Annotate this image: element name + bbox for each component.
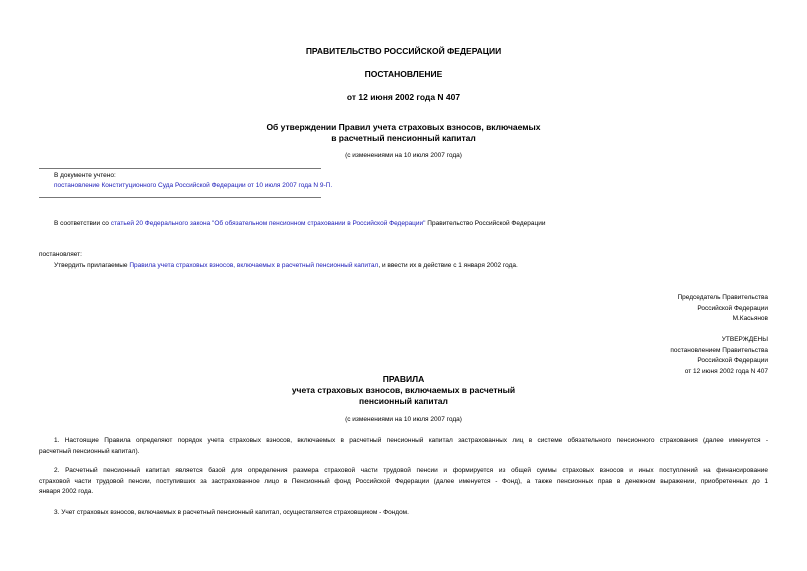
signature-name: М.Касьянов [732,315,768,322]
preamble-suffix: Правительство Российской Федерации [425,220,546,227]
rules-subtitle-line2: пенсионный капитал [359,396,448,406]
signature-country: Российской Федерации [697,304,768,312]
federal-law-link[interactable]: статьей 20 Федерального закона "Об обязательном пенсионном страховании в Российской Федерации" [110,220,426,227]
rules-link[interactable]: Правила учета страховых взносов, включаемых в расчетный пенсионный капитал [129,262,379,269]
document-type-heading: ПОСТАНОВЛЕНИЕ [364,69,443,79]
rules-amendments-note: (с изменениями на 10 июля 2007 года) [345,416,462,423]
note-top-divider [39,168,321,169]
paragraph-2-line3: января 2002 года. [39,488,94,495]
document-title-line1: Об утверждении Правил учета страховых взносов, включаемых [266,122,541,132]
paragraph-2-line1: 2. Расчетный пенсионный капитал является базой для определения размера страховой части трудовой пенсии и формируется из общей суммы страховых взносов и иных поступлений на финансирование [54,467,768,474]
approved-date: от 12 июня 2002 года N 407 [684,367,768,375]
postanovlyaet-label: постановляет: [39,251,82,258]
rules-paragraph-3: 3. Учет страховых взносов, включаемых в расчетный пенсионный капитал, осуществляется страховщиком - Фондом. [54,509,409,516]
approved-block [670,335,768,377]
approved-title: УТВЕРЖДЕНЫ [721,336,768,343]
decree-suffix: , и ввести их в действие с 1 января 2002 года. [378,262,518,269]
decree-prefix: Утвердить прилагаемые [54,262,130,269]
paragraph-1-line1: 1. Настоящие Правила определяют порядок учета страховых взносов, включаемых в расчетный пенсионный капитал застрахованных лиц в системе обязательного пенсионного страхования (далее именуется - [54,437,768,444]
preamble-prefix: В соответствии со [54,220,111,227]
paragraph-2-line2: страховой части трудовой пенсии, поступивших за застрахованное лицо в Пенсионный фонд Российской Федерации (далее именуется - Фонд), а также пенсионных прав в денежном выражении, приобретенных до 1 [39,477,768,485]
document-title-line2: в расчетный пенсионный капитал [331,133,476,143]
amendments-note: (с изменениями на 10 июля 2007 года) [345,152,462,159]
rules-title: ПРАВИЛА [382,374,425,384]
date-number-heading: от 12 июня 2002 года N 407 [346,92,461,102]
paragraph-1-line2: расчетный пенсионный капитал). [39,447,140,455]
rules-paragraph-1 [39,436,768,457]
signature-block [677,293,768,325]
approved-by: постановлением Правительства [670,346,768,354]
rules-paragraph-2 [39,466,768,498]
rules-subtitle-line1: учета страховых взносов, включаемых в расчетный [291,385,516,395]
decree-paragraph [54,262,518,269]
note-label: В документе учтено: [54,172,116,179]
government-heading: ПРАВИТЕЛЬСТВО РОССИЙСКОЙ ФЕДЕРАЦИИ [305,46,502,56]
note-bottom-divider [39,197,321,198]
constitutional-court-link[interactable]: постановление Конституционного Суда Российской Федерации от 10 июля 2007 года N 9-П. [54,182,333,189]
signature-title: Председатель Правительства [677,294,768,301]
preamble-paragraph [54,220,545,227]
approved-country: Российской Федерации [697,357,768,364]
